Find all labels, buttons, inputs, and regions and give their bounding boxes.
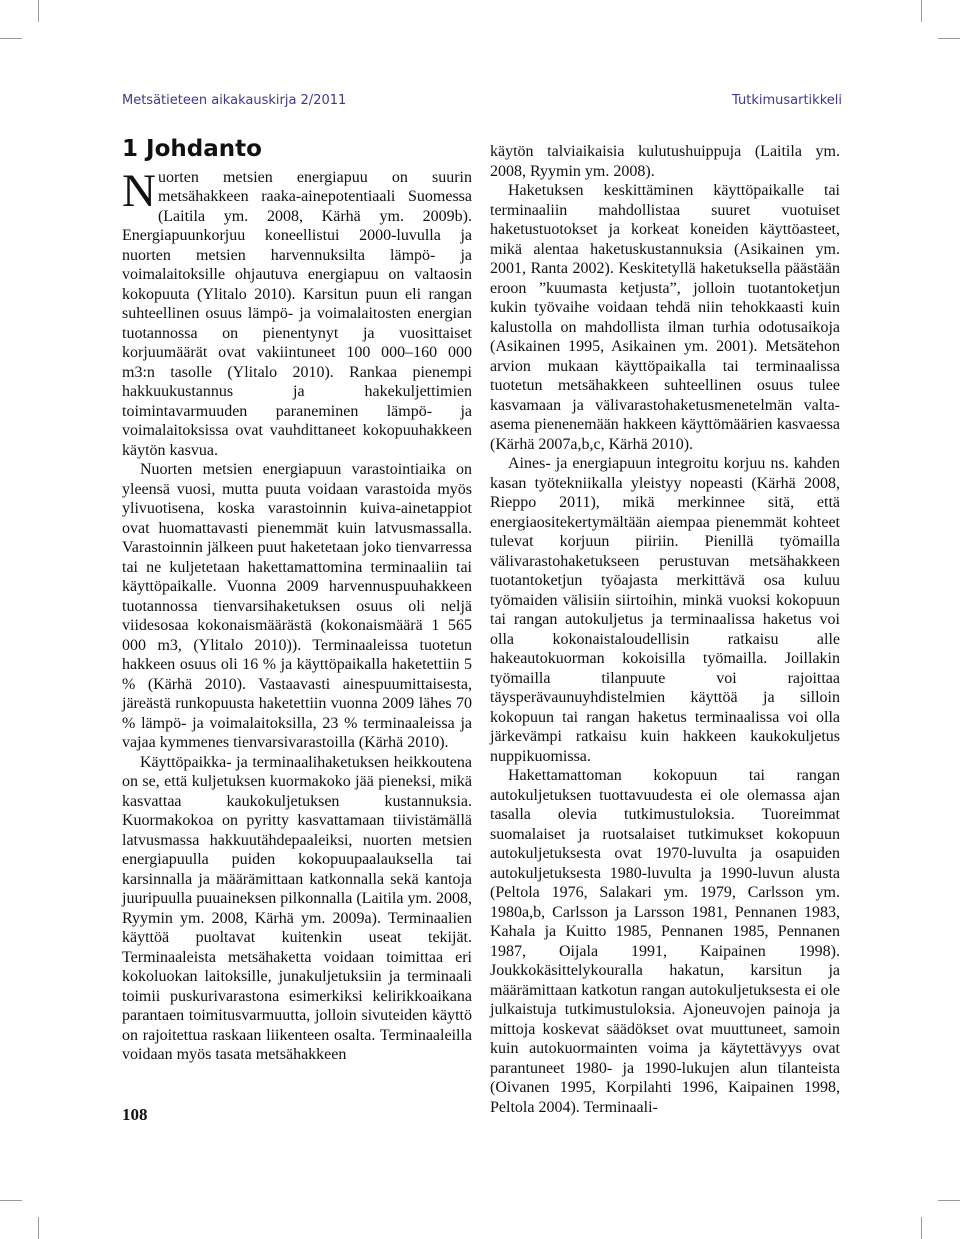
crop-mark [0,38,22,39]
crop-mark [938,1200,960,1201]
paragraph-text: uorten metsien energiapuu on suurin metsähakkeen raaka-ainepotentiaali Suomessa (Laitila ym. 2008, Kärhä ym. 2009b). Energiapuunkorjuu koneellistui 2000-luvulla ja nuorten metsien harvennuksilta lämpö- ja voimalaitoksille ohjautuva energiapuu on valtaosin kokopuuta (Ylitalo 2010). Karsitun puun eli rangan suhteellinen osuus lämpö- ja voimalaitosten energian tuotannossa on pienentynyt ja vuosittaiset korjuumäärät ovat vakiintuneet 100 000–160 000 m3:n tasolle (Ylitalo 2010). Rankaa pienempi hakkuukustannus ja hakekuljettimien toimintavarmuuden paraneminen lämpö- ja voimalaitoksissa ovat vauhdittaneet kokopuuhakkeen käytön kasvua. [122,168,472,459]
paragraph: käytön talviaikaisia kulutushuippuja (Laitila ym. 2008, Ryymin ym. 2008). [490,143,840,180]
left-column [122,136,472,1065]
paragraph: Haketuksen keskittäminen käyttöpaikalle tai terminaaliin mahdollistaa suuret vuotuiset haketustuotokset ja korkeat koneiden käyttöasteet, mikä alentaa haketuskustannuksia (Asikainen ym. 2001, Ranta 2002). Keskitetyllä haketuksella päästään eroon ”kuumasta ketjusta”, jolloin tuotantoketjun kukin työvaihe voidaan tehdä niin tehokkaasti kuin kalustolla on mahdollista ilman turhia odotusaikoja (Asikainen 1995, Asikainen ym. 2001). Metsätehon arvion mukaan käyttöpaikalla tai terminaalissa tuotetun metsähakkeen suhteellinen osuus tulee kasvamaan ja välivarastohaketusmenetelmän valta-asema pienenemään hakkeen käyttömäärien kasvaessa (Kärhä 2007a,b,c, Kärhä 2010). [490,182,840,453]
paragraph: Käyttöpaikka- ja terminaalihaketuksen heikkoutena on se, että kuljetuksen kuormakoko jää pieneksi, mikä kasvattaa kaukokuljetuksen kustannuksia. Kuormakokoa on pyritty kasvattamaan tiivistämällä latvusmassa hakkuutähdepaaleiksi, nuorten metsien energiapuulla puiden kokopuupaalauksella tai karsinnalla ja määrämittaan katkonnalla sekä kantoja juuripuulla puuaineksen pilkonnalla (Laitila ym. 2008, Ryymin ym. 2008, Kärhä ym. 2009a). Terminaalien käyttöä puoltavat kuitenkin useat tekijät. Terminaaleista metsähaketta voidaan toimittaa eri kokoluokan laitoksille, junakuljetuksiin ja terminaali toimii puskurivarastona esimerkiksi kelirikkoaikana parantaen toimitusvarmuutta, jolloin sivuteiden käyttö on rajoitettua raskaan liikenteen osalta. Terminaaleilla voidaan myös tasata metsähakkeen [122,753,472,1063]
paragraph: Hakettamattoman kokopuun tai rangan autokuljetuksen tuottavuudesta ei ole olemassa ajan tasalla olevia tutkimustuloksia. Tuoreimmat suomalaiset ja ruotsalaiset tutkimukset kokopuun autokuljetuksesta ovat 1970-luvulta ja osapuiden autokuljetuksesta 1980-luvulta ja 1990-luvun alusta (Peltola 1976, Salakari ym. 1979, Carlsson ym. 1980a,b, Carlsson ja Larsson 1981, Pennanen 1983, Kahala ja Kuitto 1985, Pennanen 1985, Pennanen 1987, Oijala 1991, Kaipainen 1998). Joukkokäsittelykouralla hakatun, karsitun ja määrämittaan katkotun rangan autokuljetuksesta ei ole julkaistuja tutkimustuloksia. Ajoneuvojen painoja ja mittoja koskevat säädökset ovat muuttuneet, samoin kuin autokuormainten voima ja käytettävyys ovat parantuneet 1980- ja 1990-lukujen alun tilanteista (Oivanen 1995, Korpilahti 1996, Kaipainen 1998, Peltola 2004). Terminaali- [490,767,840,1116]
paragraph: Aines- ja energiapuun integroitu korjuu ns. kahden kasan työtekniikalla yleistyy nopeasti (Kärhä 2008, Rieppo 2011), mikä merkinnee sitä, että energiaositekertymältään aiempaa pienemmät kohteet tulevat korjuun piiriin. Pienillä työmailla välivarastohaketukseen perustuvan metsähakkeen tuotantoketjun työajasta merkittävä osa kuluu työmaiden välisiin siirtoihin, minkä vuoksi kokopuun tai rangan autokuljetus ja terminaalissa haketus voi olla kokonaistaloudellisin ratkaisu alle hakeautokuorman kokoisilla työmailla. Joillakin työmailla tilanpuute voi rajoittaa täysperävaunuyhdistelmien käyttöä ja silloin kokopuun tai rangan haketus terminaalissa voi olla järkevämpi ratkaisu kuin hakkeen kaukokuljetus nuppikuomissa. [490,455,840,765]
journal-title: Metsätieteen aikakauskirja 2/2011 [122,93,347,108]
crop-mark [38,0,39,22]
crop-mark [921,1217,922,1239]
right-column [490,142,840,1117]
crop-mark [921,0,922,22]
crop-mark [938,38,960,39]
paragraph: Nuorten metsien energiapuun varastointiaika on yleensä vuosi, mutta puuta voidaan varastoida myös ylivuotisena, koska varastoinnin kuiva-ainetappiot ovat huomattavasti pienemmät kuin latvusmassalla. Varastoinnin jälkeen puut haketetaan joko tienvarressa tai ne kuljetetaan hakettamattomina terminaaliin tai käyttöpaikalle. Vuonna 2009 harvennuspuuhakkeen tuotannossa tienvarsihaketuksen osuus oli neljä viidesosaa kokonaismäärästä (kokonaismäärä 1 565 000 m3, (Ylitalo 2010)). Terminaaleissa tuotetun hakkeen osuus oli 16 % ja käyttöpaikalla haketettiin 5 % (Kärhä 2010). Vastaavasti ainespuumittaisesta, järeästä runkopuusta haketettiin vuonna 2009 lähes 70 % lämpö- ja voimalaitoksilla, 23 % terminaaleissa ja vajaa kymmenes tienvarsivarastoilla (Kärhä 2010). [122,461,472,751]
drop-cap: N [122,164,156,217]
section-label: Tutkimusartikkeli [732,93,842,108]
crop-mark [38,1217,39,1239]
paragraph [122,164,472,461]
section-heading: 1 Johdanto [122,136,262,162]
running-header [122,93,842,113]
page-number: 108 [122,1105,148,1124]
crop-mark [0,1200,22,1201]
